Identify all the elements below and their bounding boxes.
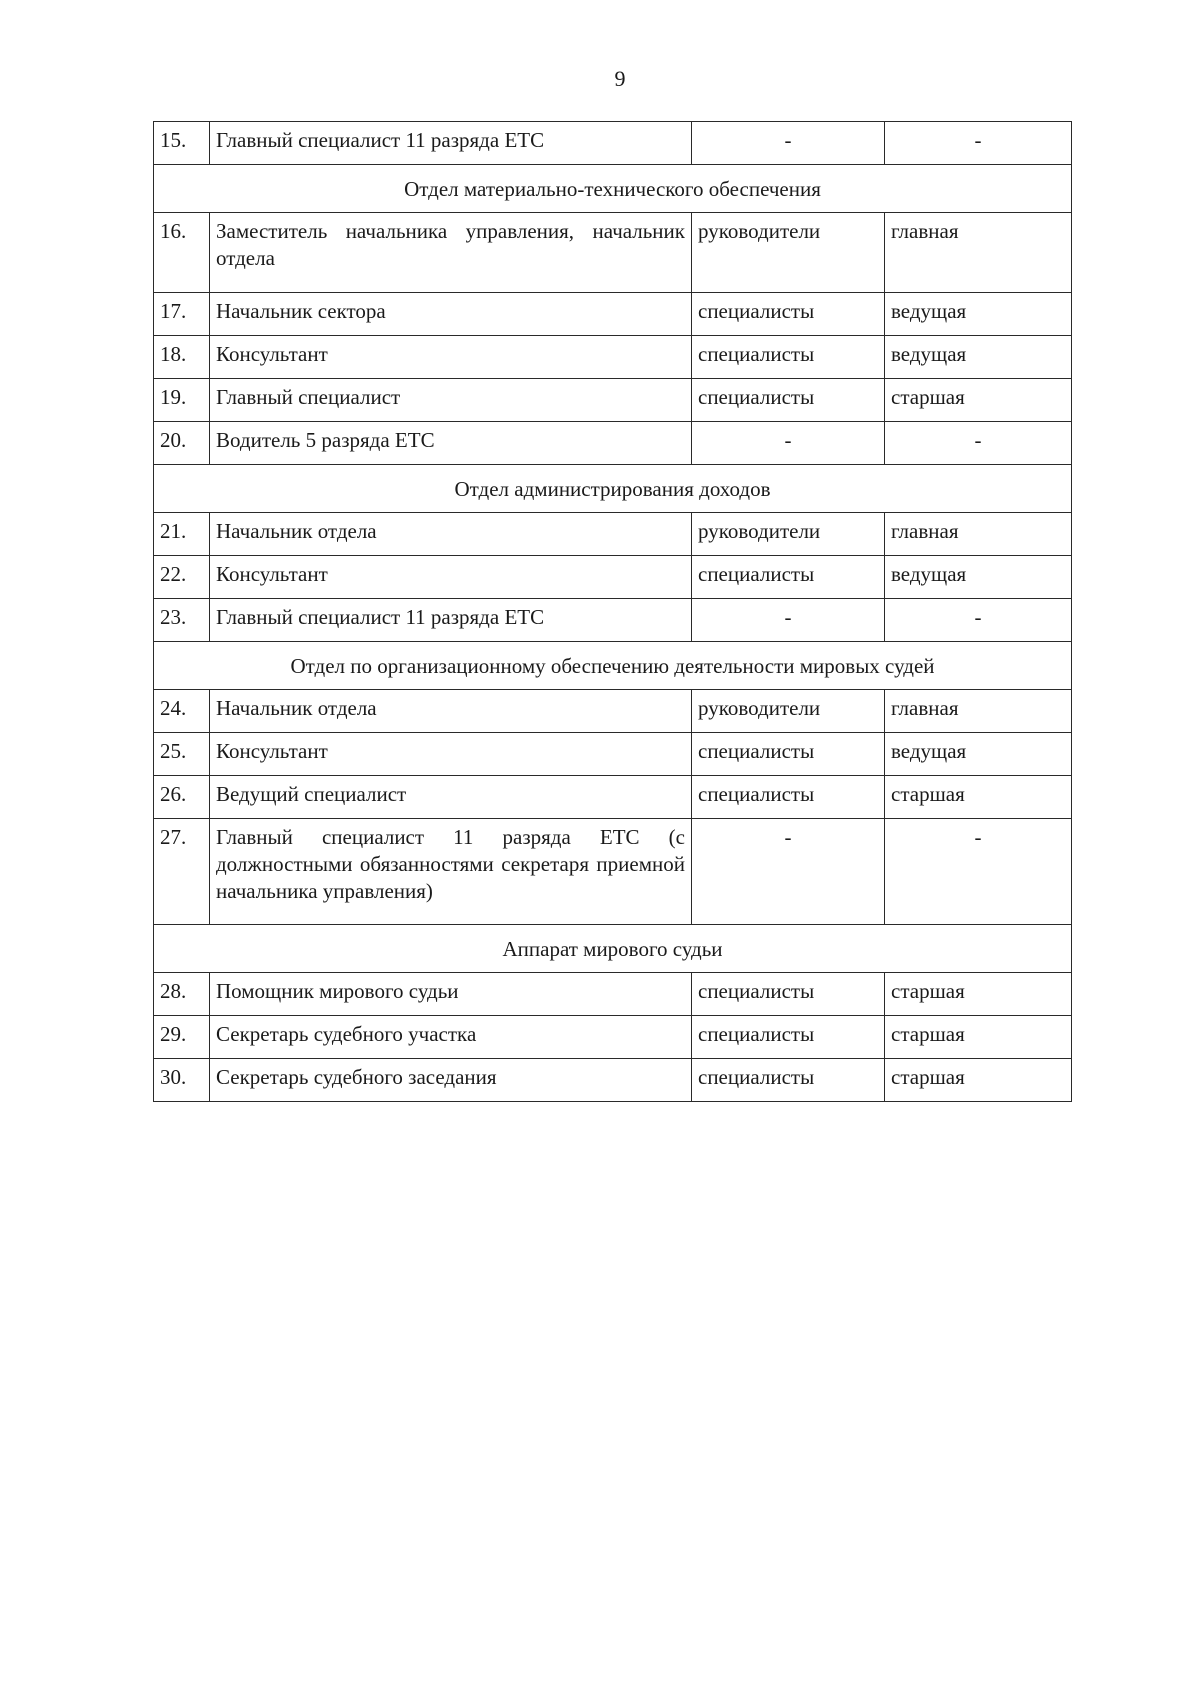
table-row xyxy=(154,1059,1072,1102)
position-cell: Водитель 5 разряда ЕТС xyxy=(210,422,692,465)
position-cell: Секретарь судебного заседания xyxy=(210,1059,692,1102)
category-cell: специалисты xyxy=(692,336,885,379)
row-number: 25. xyxy=(154,733,210,776)
position-cell: Заместитель начальника управления, начальник отдела xyxy=(210,213,692,293)
row-number: 29. xyxy=(154,1016,210,1059)
position-cell: Главный специалист 11 разряда ЕТС xyxy=(210,122,692,165)
row-number: 23. xyxy=(154,599,210,642)
group-cell: главная xyxy=(885,690,1072,733)
group-cell: главная xyxy=(885,513,1072,556)
category-cell: - xyxy=(692,122,885,165)
row-number: 20. xyxy=(154,422,210,465)
row-number: 24. xyxy=(154,690,210,733)
group-cell: - xyxy=(885,122,1072,165)
section-title: Отдел материально-технического обеспечения xyxy=(154,165,1072,213)
category-cell: специалисты xyxy=(692,1016,885,1059)
position-cell: Помощник мирового судьи xyxy=(210,973,692,1016)
table-row xyxy=(154,513,1072,556)
page-number: 9 xyxy=(614,66,626,91)
table-row xyxy=(154,599,1072,642)
table-row xyxy=(154,556,1072,599)
category-cell: руководители xyxy=(692,690,885,733)
table-row xyxy=(154,422,1072,465)
row-number: 30. xyxy=(154,1059,210,1102)
row-number: 22. xyxy=(154,556,210,599)
position-cell: Начальник отдела xyxy=(210,690,692,733)
group-cell: старшая xyxy=(885,379,1072,422)
section-title: Отдел по организационному обеспечению деятельности мировых судей xyxy=(154,642,1072,690)
row-number: 17. xyxy=(154,293,210,336)
category-cell: специалисты xyxy=(692,973,885,1016)
category-cell: специалисты xyxy=(692,379,885,422)
group-cell: главная xyxy=(885,213,1072,293)
row-number: 27. xyxy=(154,819,210,925)
category-cell: специалисты xyxy=(692,293,885,336)
position-cell: Начальник сектора xyxy=(210,293,692,336)
table-row xyxy=(154,336,1072,379)
group-cell: - xyxy=(885,599,1072,642)
group-cell: - xyxy=(885,422,1072,465)
group-cell: ведущая xyxy=(885,336,1072,379)
table-row xyxy=(154,379,1072,422)
group-cell: ведущая xyxy=(885,733,1072,776)
table-row xyxy=(154,819,1072,925)
table-row xyxy=(154,690,1072,733)
category-cell: руководители xyxy=(692,513,885,556)
group-cell: старшая xyxy=(885,973,1072,1016)
table-row xyxy=(154,293,1072,336)
group-cell: ведущая xyxy=(885,293,1072,336)
staff-positions-table xyxy=(153,121,1072,1102)
category-cell: - xyxy=(692,819,885,925)
category-cell: - xyxy=(692,422,885,465)
section-heading-row xyxy=(154,465,1072,513)
section-heading-row xyxy=(154,925,1072,973)
row-number: 21. xyxy=(154,513,210,556)
category-cell: специалисты xyxy=(692,776,885,819)
row-number: 28. xyxy=(154,973,210,1016)
table-row xyxy=(154,1016,1072,1059)
row-number: 19. xyxy=(154,379,210,422)
category-cell: руководители xyxy=(692,213,885,293)
section-title: Отдел администрирования доходов xyxy=(154,465,1072,513)
category-cell: - xyxy=(692,599,885,642)
position-cell: Консультант xyxy=(210,336,692,379)
category-cell: специалисты xyxy=(692,556,885,599)
category-cell: специалисты xyxy=(692,733,885,776)
group-cell: ведущая xyxy=(885,556,1072,599)
row-number: 16. xyxy=(154,213,210,293)
category-cell: специалисты xyxy=(692,1059,885,1102)
table-row xyxy=(154,776,1072,819)
position-cell: Начальник отдела xyxy=(210,513,692,556)
group-cell: старшая xyxy=(885,776,1072,819)
position-cell: Ведущий специалист xyxy=(210,776,692,819)
group-cell: - xyxy=(885,819,1072,925)
section-heading-row xyxy=(154,165,1072,213)
position-cell: Главный специалист 11 разряда ЕТС xyxy=(210,599,692,642)
row-number: 18. xyxy=(154,336,210,379)
position-cell: Секретарь судебного участка xyxy=(210,1016,692,1059)
section-title: Аппарат мирового судьи xyxy=(154,925,1072,973)
row-number: 26. xyxy=(154,776,210,819)
table-row xyxy=(154,973,1072,1016)
position-cell: Главный специалист xyxy=(210,379,692,422)
row-number: 15. xyxy=(154,122,210,165)
position-cell: Главный специалист 11 разряда ЕТС (с должностными обязанностями секретаря приемной начальника управления) xyxy=(210,819,692,925)
group-cell: старшая xyxy=(885,1016,1072,1059)
section-heading-row xyxy=(154,642,1072,690)
position-cell: Консультант xyxy=(210,556,692,599)
table-row xyxy=(154,733,1072,776)
position-cell: Консультант xyxy=(210,733,692,776)
table-row xyxy=(154,122,1072,165)
table-row xyxy=(154,213,1072,293)
group-cell: старшая xyxy=(885,1059,1072,1102)
